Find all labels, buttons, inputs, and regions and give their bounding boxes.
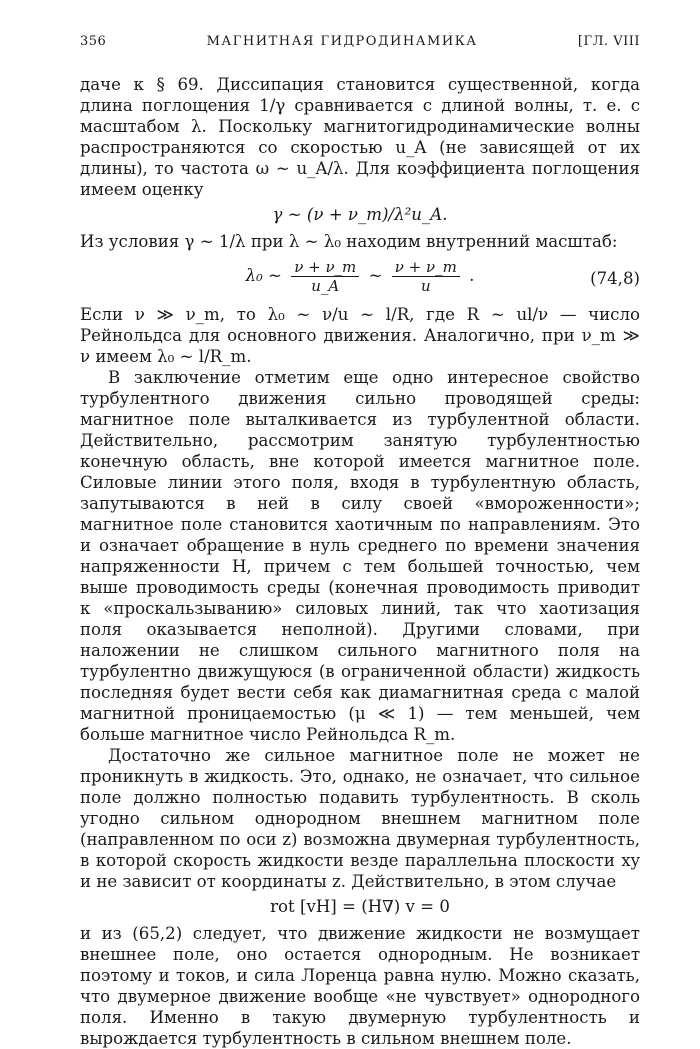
scale-formula [80,258,640,298]
fraction-denominator: u_A [311,277,340,295]
book-page [80,34,640,1049]
curl-formula: rot [vH] = (H∇) v = 0 [270,897,450,916]
body-text [80,74,640,1049]
running-title: МАГНИТНАЯ ГИДРОДИНАМИКА [206,34,478,49]
paragraph: Из условия γ ~ 1/λ при λ ~ λ₀ находим внутренний масштаб: [80,232,618,251]
paragraph: Если ν ≫ ν_m, то λ₀ ~ ν/u ~ l/R, где R ~ ul/ν — число Рейнольдса для основного движения. Аналогично, при ν_m ≫ ν имеем λ₀ ~ l/R_m. [80,305,640,366]
paragraph: В заключение отметим еще одно интересное свойство турбулентного движения сильно проводящей среды: магнитное поле выталкивается из турбулентной области. Действительно, рассмотрим занятую турбулентностью конечную область, вне которой имеется магнитное поле. Силовые линии этого поля, входя в турбулентную область, запутываются в ней в силу своей «вмороженности»; магнитное поле становится хаотичным по направлениям. Это и означает обращение в нуль среднего по времени значения напряженности H, причем с тем большей точностью, чем выше проводимость среды (конечная проводимость приводит к «проскальзыванию» силовых линий, так что хаотизация поля оказывается неполной). Другими словами, при наложении не слишком сильного магнитного поля на турбулентно движущуюся (в ограниченной области) жидкость последняя будет вести себя как диамагнитная среда с малой магнитной проницаемостью (μ ≪ 1) — тем меньшей, чем больше магнитное число Рейнольдса R_m. [80,368,640,744]
paragraph: Достаточно же сильное магнитное поле не может не проникнуть в жидкость. Это, однако, не означает, что сильное поле должно полностью подавить турбулентность. В сколь угодно сильном однородном внешнем магнитном поле (направленном по оси z) возможна двумерная турбулентность, в которой скорость жидкости везде параллельна плоскости xy и не зависит от координаты z. Действительно, в этом случае [80,746,640,891]
absorption-formula: γ ~ (ν + ν_m)/λ²u_A. [272,205,448,224]
fraction-numerator: ν + ν_m [291,258,359,277]
fraction [291,258,359,295]
page-header [80,34,640,56]
paragraph: и из (65,2) следует, что движение жидкости не возмущает внешнее поле, оно остается однородным. Не возникает поэтому и токов, и сила Лоренца равна нулю. Можно сказать, что двумерное движение вообще «не чувствует» однородного поля. Именно в такую двумерную турбулентность и вырождается турбулентность в сильном внешнем поле. [80,924,640,1048]
formula-sim: ~ [368,266,383,285]
fraction-denominator: u [420,277,431,295]
equation-number: (74,8) [590,269,640,288]
paragraph: даче к § 69. Диссипация становится существенной, когда длина поглощения 1/γ сравнивается с длиной волны, т. е. с масштабом λ. Поскольку магнитогидродинамические волны распространяются со скоростью u_A (не зависящей от их длины), то частота ω ~ u_A/λ. Для коэффициента поглощения имеем оценку [80,75,640,199]
page-number: 356 [80,34,107,49]
formula-lhs: λ₀ ~ [245,266,282,285]
fraction-numerator: ν + ν_m [392,258,460,277]
chapter-label: [ГЛ. VIII [577,34,640,49]
fraction [392,258,460,295]
formula-end: . [469,266,475,285]
